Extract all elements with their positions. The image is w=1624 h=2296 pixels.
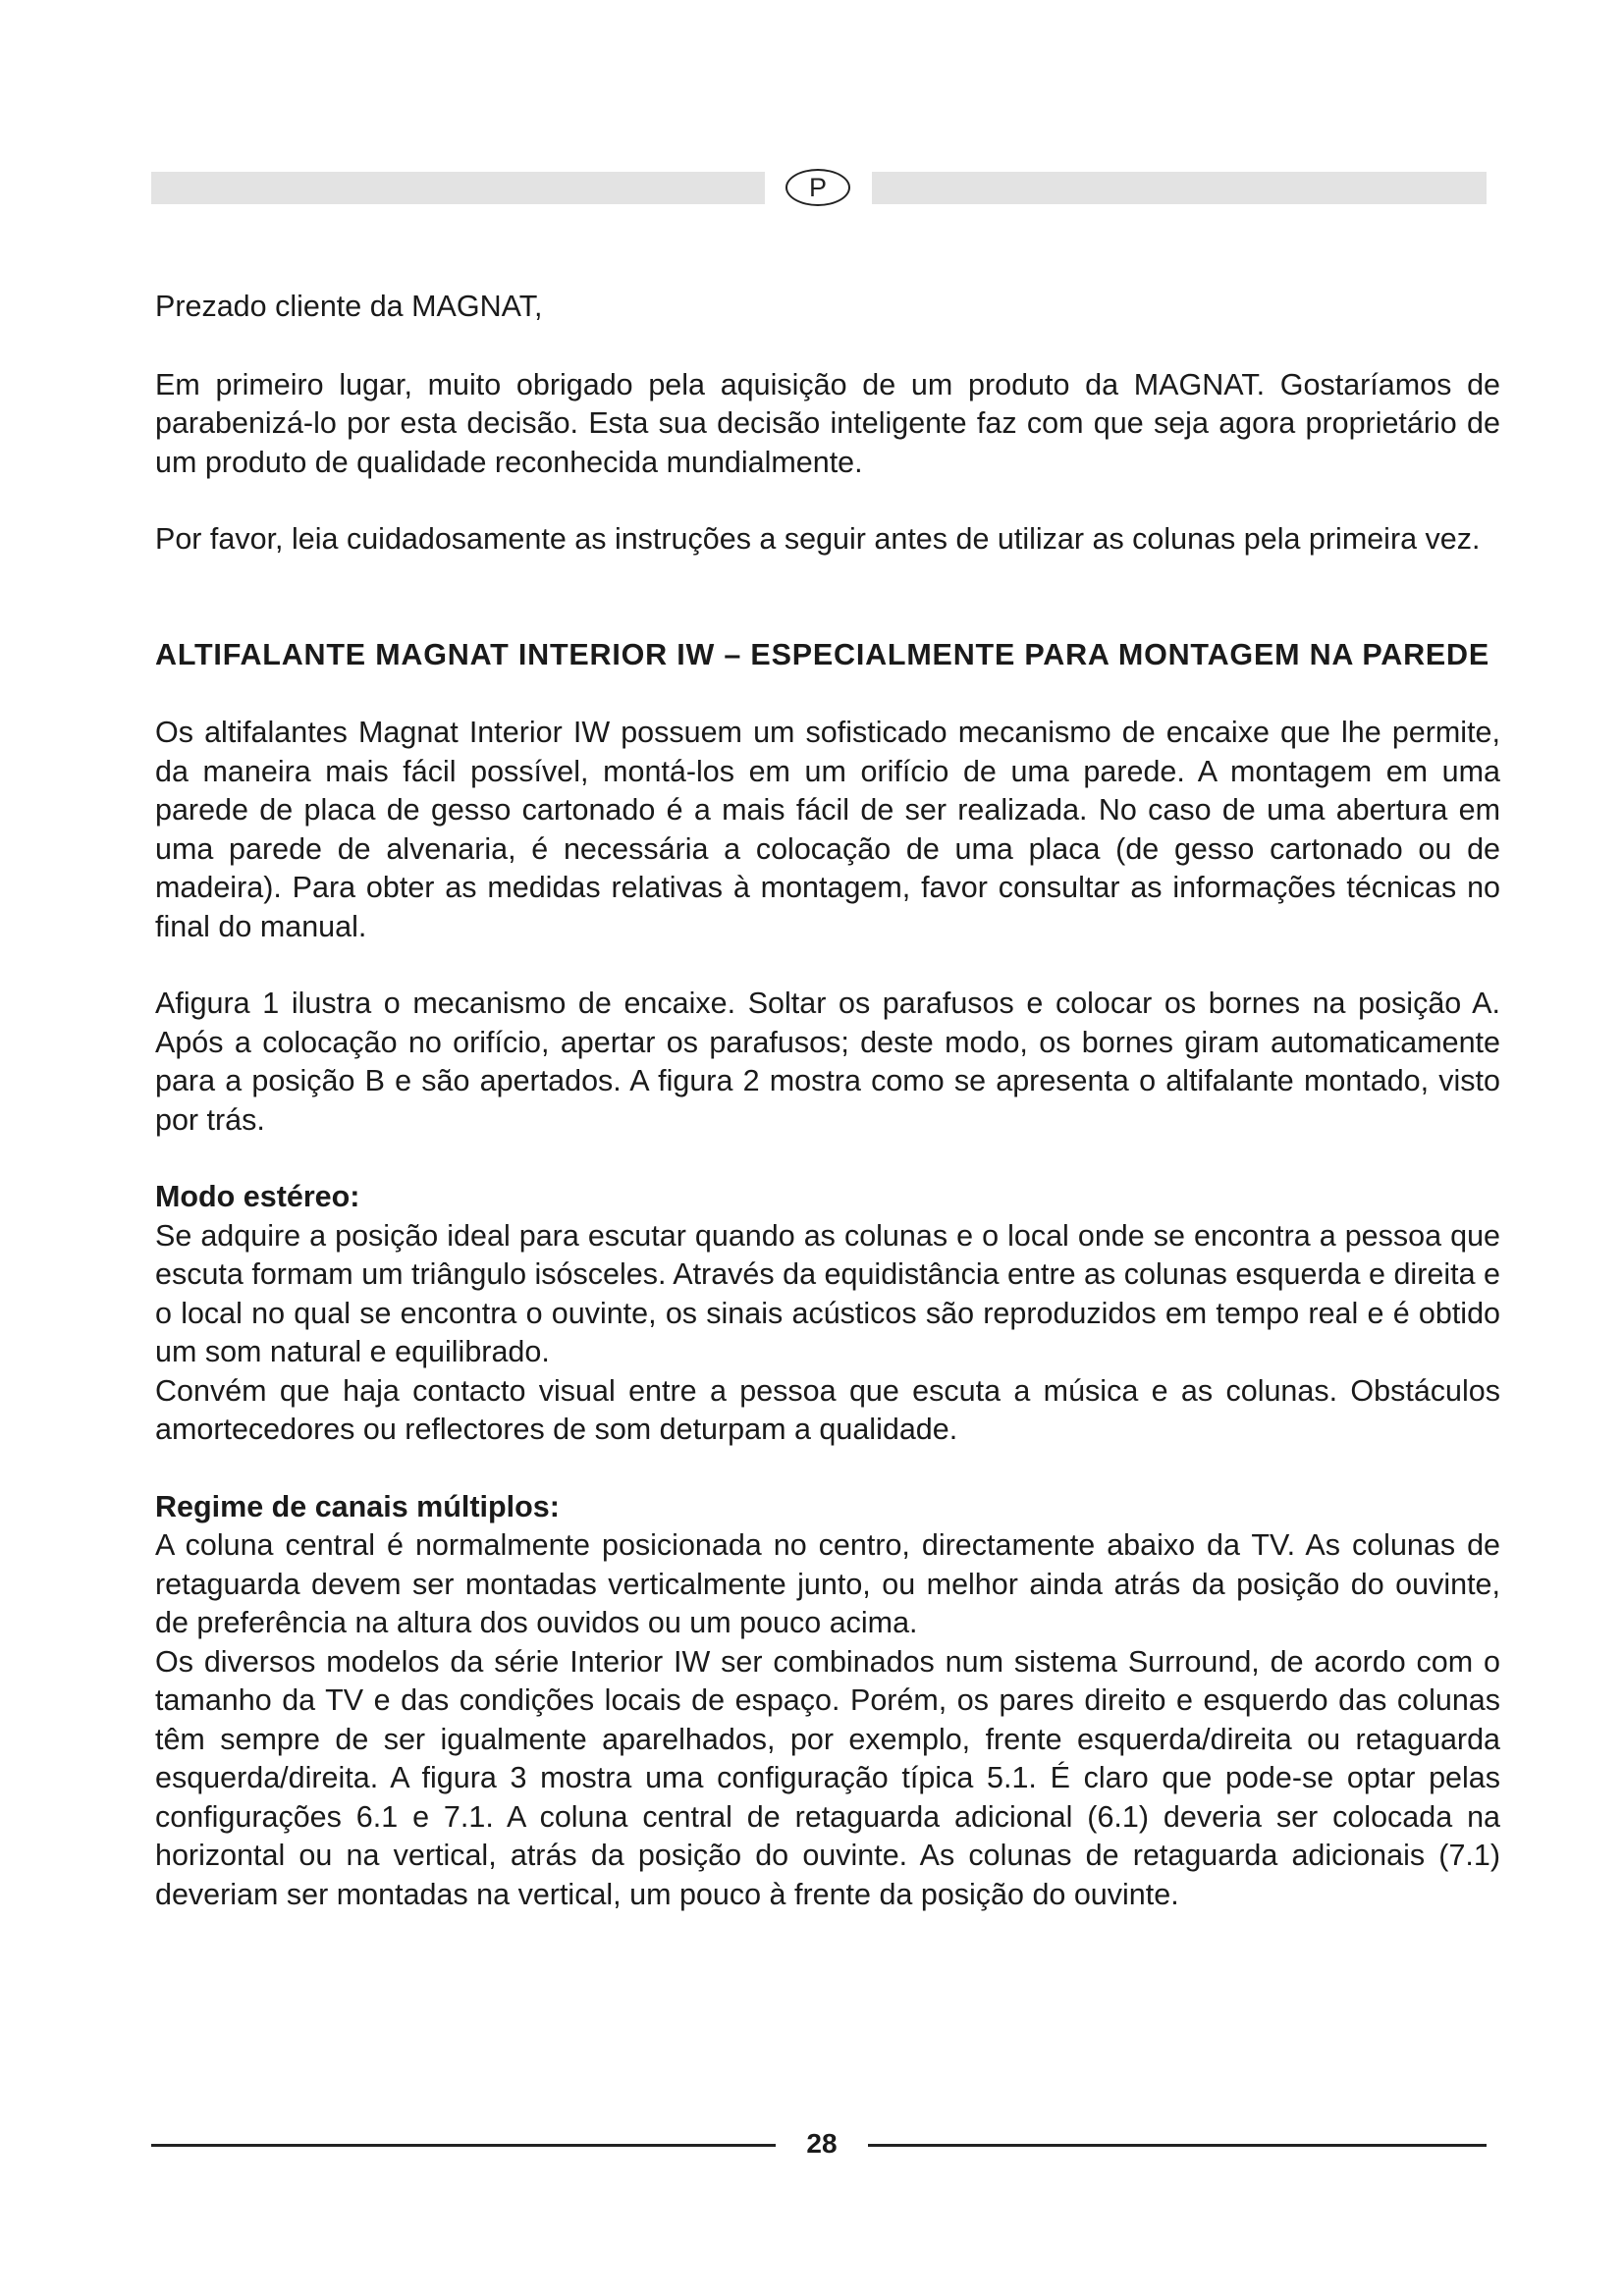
language-badge: P [785, 169, 850, 206]
stereo-heading: Modo estéreo: [155, 1180, 360, 1213]
intro-paragraph: Em primeiro lugar, muito obrigado pela aquisição de um produto da MAGNAT. Gostaríamos de parabenizá-lo por esta decisão. Esta sua decisão inteligente faz com que seja agora proprietário de um produto de qualidade reconhecida mundialmente. [155, 367, 1500, 479]
stereo-block [155, 1178, 1500, 1450]
header-bar-right [872, 172, 1487, 204]
page-number: 28 [806, 2128, 838, 2159]
header-bar-left [151, 172, 765, 204]
footer-rule-right [868, 2144, 1487, 2147]
body-paragraph: Os altifalantes Magnat Interior IW possuem um sofisticado mecanismo de encaixe que lhe permite, da maneira mais fácil possível, montá-los em um orifício de uma parede. A montagem em uma parede de placa de gesso cartonado é a mais fácil de ser realizada. No caso de uma abertura em uma parede de alvenaria, é necessária a colocação de uma placa (de gesso cartonado ou de madeira). Para obter as medidas relativas à montagem, favor consultar as informações técnicas no final do manual. [155, 716, 1500, 943]
body-paragraph: A coluna central é normalmente posicionada no centro, directamente abaixo da TV. As colunas de retaguarda devem ser montadas verticalmente junto, ou melhor ainda atrás da posição do ouvinte, de preferência na altura dos ouvidos ou um pouco acima. [155, 1528, 1500, 1639]
multichannel-block [155, 1488, 1500, 1915]
salutation: Prezado cliente da MAGNAT, [155, 290, 543, 323]
footer-rule-left [151, 2144, 776, 2147]
intro-paragraph: Por favor, leia cuidadosamente as instruções a seguir antes de utilizar as colunas pela primeira vez. [155, 522, 1481, 556]
multichannel-heading: Regime de canais múltiplos: [155, 1489, 560, 1523]
body-paragraph: Convém que haja contacto visual entre a pessoa que escuta a música e as colunas. Obstáculos amortecedores ou reflectores de som deturpam a qualidade. [155, 1373, 1500, 1446]
body-paragraph: Afigura 1 ilustra o mecanismo de encaixe. Soltar os parafusos e colocar os bornes na posição A. Após a colocação no orifício, apertar os parafusos; deste modo, os bornes giram automaticamente para a posição B e são apertados. A figura 2 mostra como se apresenta o altifalante montado, visto por trás. [155, 987, 1500, 1137]
body-paragraph: Os diversos modelos da série Interior IW ser combinados num sistema Surround, de acordo com o tamanho da TV e das condições locais de espaço. Porém, os pares direito e esquerdo das colunas têm sempre de ser igualmente aparelhados, por exemplo, frente esquerda/direita ou retaguarda esquerda/direita. A figura 3 mostra uma configuração típica 5.1. É claro que pode-se optar pelas configurações 6.1 e 7.1. A coluna central de retaguarda adicional (6.1) deveria ser colocada na horizontal ou na vertical, atrás da posição do ouvinte. As colunas de retaguarda adicionais (7.1) deveriam ser montadas na vertical, um pouco à frente da posição do ouvinte. [155, 1644, 1500, 1911]
body-paragraph: Se adquire a posição ideal para escutar quando as colunas e o local onde se encontra a pessoa que escuta formam um triângulo isósceles. Através da equidistância entre as colunas esquerda e direita e o local no qual se encontra o ouvinte, os sinais acústicos são reproduzidos em tempo real e é obtido um som natural e equilibrado. [155, 1218, 1500, 1368]
section-heading: ALTIFALANTE MAGNAT INTERIOR IW – ESPECIALMENTE PARA MONTAGEM NA PAREDE [155, 637, 1490, 671]
page-content [155, 288, 1500, 1952]
